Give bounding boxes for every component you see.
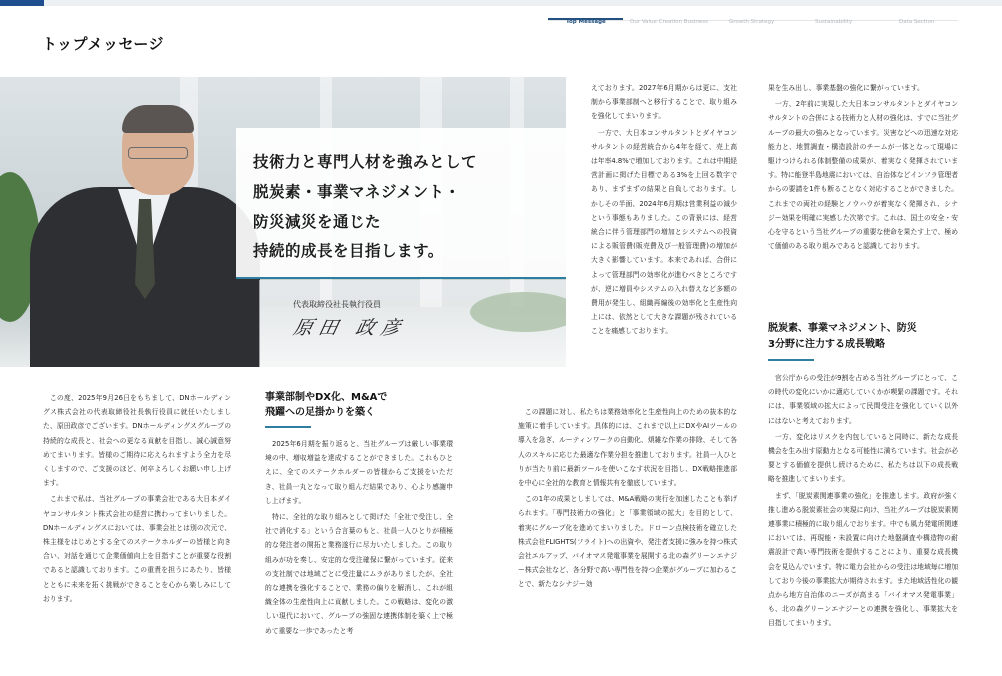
column-2 xyxy=(265,437,453,638)
quote-rule xyxy=(236,277,566,279)
page-title: トップメッセージ xyxy=(42,35,165,53)
quote-line: 技術力と専門人材を強みとして xyxy=(253,152,478,171)
paragraph: まず、「脱炭素関連事業の強化」を推進します。政府が強く推し進める脱炭素社会の実現に向け、当社グループは脱炭素関連事業に積極的に取り組んでおります。中でも風力発電所関連においては、再現能・未設置に向けた地盤調査や構造物の耐震設計で高い専門技術を提供することにより、重要な成長機会を見込んでいます。特に電力会社からの受注は地域毎に増加しており今後の事業拡大が期待されます。また地域活性化の観点から地方自治体のニーズが高まる「バイオマス発電事業」も、北の森グリーンエナジーとの連携を強化し、事業拡大を目指してまいります。 xyxy=(768,491,958,628)
heading-accent xyxy=(768,359,814,361)
nav-sustainability[interactable]: Sustainability xyxy=(815,19,853,25)
paragraph: この度、2025年9月26日をもちまして、DNホールディングス株式会社の代表取締役社長執行役員に就任いたしました、原田政彦でございます。DNホールディングスグループの持続的な成長と、社会への更なる貢献を目指し、誠心誠意努めてまいります。皆様のご期待に応えられますよう全力を尽くしますので、ご支援のほど、何卒よろしくお願い申し上げます。 xyxy=(43,394,231,488)
paragraph: 果を生み出し、事業基盤の強化に繋がっています。 xyxy=(768,84,924,92)
nav-data-section[interactable]: Data Section xyxy=(899,19,935,25)
paragraph: この課題に対し、私たちは業務効率化と生産性向上のための抜本的な施策に着手しています。具体的には、これまで以上にDXやAIツールの導入を急ぎ、ルーティンワークの自動化、煩雑な作業の排除、そして各人のスキルに応じた最適な作業分担を推進しております。社員一人ひとりが当たり前に最新ツールを使いこなす状況を目指し、DX戦略推進部を中心に全社的な教育と情報共有を徹底しています。 xyxy=(518,408,737,488)
quote-line: 脱炭素・事業マネジメント・ xyxy=(253,182,461,201)
paragraph: 一方で、大日本コンサルタントとダイヤコンサルタントの経営統合から4年を経て、売上高は年率4.8%で増加しております。これは中期経営計画に掲げた目標である3%を上回る数字であり、まずまずの結果と自負しております。しかしその半面、2024年6月期は営業利益の減少という事態もありました。この背景には、経営統合に伴う管理部門の増加とシステムへの投資による販管費(販売費及び一般管理費)の増加が大きく影響しています。本来であれば、合併によって管理部門の効率化が進むべきところですが、逆に増員やシステムの入れ替えなど多額の費用が発生し、組織再編後の効率化と生産性向上には、依然として大きな課題が残されていることを痛感しております。 xyxy=(591,128,737,336)
section-heading: 飛躍への足掛かりを築く xyxy=(265,407,375,418)
glasses xyxy=(128,147,188,159)
paragraph: この1年の成果としましては、M&A戦略の実行を加速したことも挙げられます。「専門技術力の強化」と「事業領域の拡大」を目的として、着実にグループ化を進めてまいりました。ドローン点検技術を確立した株式会社FLIGHTS(フライト)への出資や、発注者支援に強みを持つ株式会社エルアップ、バイオマス発電事業を展開する北の森グリーンエナジー株式会社など、各分野で高い専門性を持つ企業がグループに加わることで、新たなシナジー効 xyxy=(518,495,737,589)
section-heading: 3分野に注力する成長戦略 xyxy=(768,339,885,350)
nav-top-message[interactable]: Top Message xyxy=(566,19,606,25)
nav-value-creation[interactable]: Our Value Creation Business xyxy=(630,19,708,25)
heading-accent xyxy=(265,426,311,428)
paragraph: 2025年6月期を振り返ると、当社グループは厳しい事業環境の中、増収増益を達成することができました。これもひとえに、全てのステークホルダーの皆様からご支援をいただき、社員一丸となって取り組んだ結果であり、心より感謝申し上げます。 xyxy=(265,440,453,505)
quote-line: 防災減災を通じた xyxy=(253,212,382,231)
paragraph: これまで私は、当社グループの事業会社である大日本ダイヤコンサルタント株式会社の経営に携わってまいりました。DNホールディングスにおいては、事業会社とは別の次元で、株主様をはじめとする全てのステークホルダーの皆様と向き合い、対話を通じて企業価値向上を目指すことが重要な役割であると認識しております。この重責を担うにあたり、皆様とともに未来を拓く挑戦ができることを心から楽しみにしております。 xyxy=(43,495,231,603)
quote-line: 持続的成長を目指します。 xyxy=(253,241,444,260)
hair xyxy=(122,105,194,133)
paragraph: 特に、全社的な取り組みとして掲げた「全社で受注し、全社で消化する」という合言葉のもと、社員一人ひとりが積極的な発注者の開拓と業務遂行に尽力いたしました。この取り組みが功を奏し、安定的な受注確保に繋がっています。従来の支社制では地域ごとに受注量にムラがありましたが、全社的な連携を強化することで、業務の偏りを解消し、これが組織全体の生産性向上に貢献しました。この戦略は、変化の激しい現代において、グループの強固な連携体制を築く上で極めて重要な一歩であったと考 xyxy=(265,513,453,635)
paragraph: 官公庁からの受注が9割を占める当社グループにとって、この時代の変化にいかに適応していくかが喫緊の課題です。それには、事業領域の拡大によって民間受注を強化していく以外にはないと考えております。 xyxy=(768,374,958,425)
top-bar xyxy=(0,0,1002,6)
signature-role: 代表取締役社長執行役員 xyxy=(293,300,381,309)
top-bar-accent xyxy=(0,0,44,6)
paragraph: えております。2027年6月期からは更に、支社制から事業部制へと移行することで、取り組みを強化してまいります。 xyxy=(591,84,737,121)
signature-name: 原田 政彦 xyxy=(291,317,409,339)
paragraph: 一方、変化はリスクを内包していると同時に、新たな成長機会を生み出す原動力となる可能性に満ちています。社会が必要とする価値を提供し続けるために、私たちは以下の成長戦略を推進してまいります。 xyxy=(768,432,958,484)
section-heading: 事業部制やDX化、M&Aで xyxy=(265,392,388,403)
section-nav xyxy=(0,11,1002,35)
section-heading: 脱炭素、事業マネジメント、防災 xyxy=(768,323,917,334)
paragraph: 一方、2年前に実現した大日本コンサルタントとダイヤコンサルタントの合併による技術力と人材の強化は、すでに当社グループの最大の強みとなっています。災害などへの迅速な対応能力と、地質調査・構造設計のチームが一体となって現場に駆けつけられる体制整備の成果が、着実なく発揮されています。特に能登半島地震においては、自治体などインフラ管理者からの要請を1件も断ることなく対応することができました。これまでの両社の経験とノウハウが着実なく発揮され、シナジー効果を明確に実感した次第です。これは、国土の安全・安心を守るという当社グループの重要な使命を果たす上で、極めて価値のある取り組みであると認識しております。 xyxy=(768,100,958,251)
column-4-continued xyxy=(768,371,958,631)
column-3 xyxy=(591,81,737,339)
nav-growth-strategy[interactable]: Growth Strategy xyxy=(729,19,775,25)
column-3-continued xyxy=(518,405,737,592)
president-portrait xyxy=(30,107,260,367)
column-1 xyxy=(43,391,231,606)
column-4 xyxy=(768,81,958,253)
